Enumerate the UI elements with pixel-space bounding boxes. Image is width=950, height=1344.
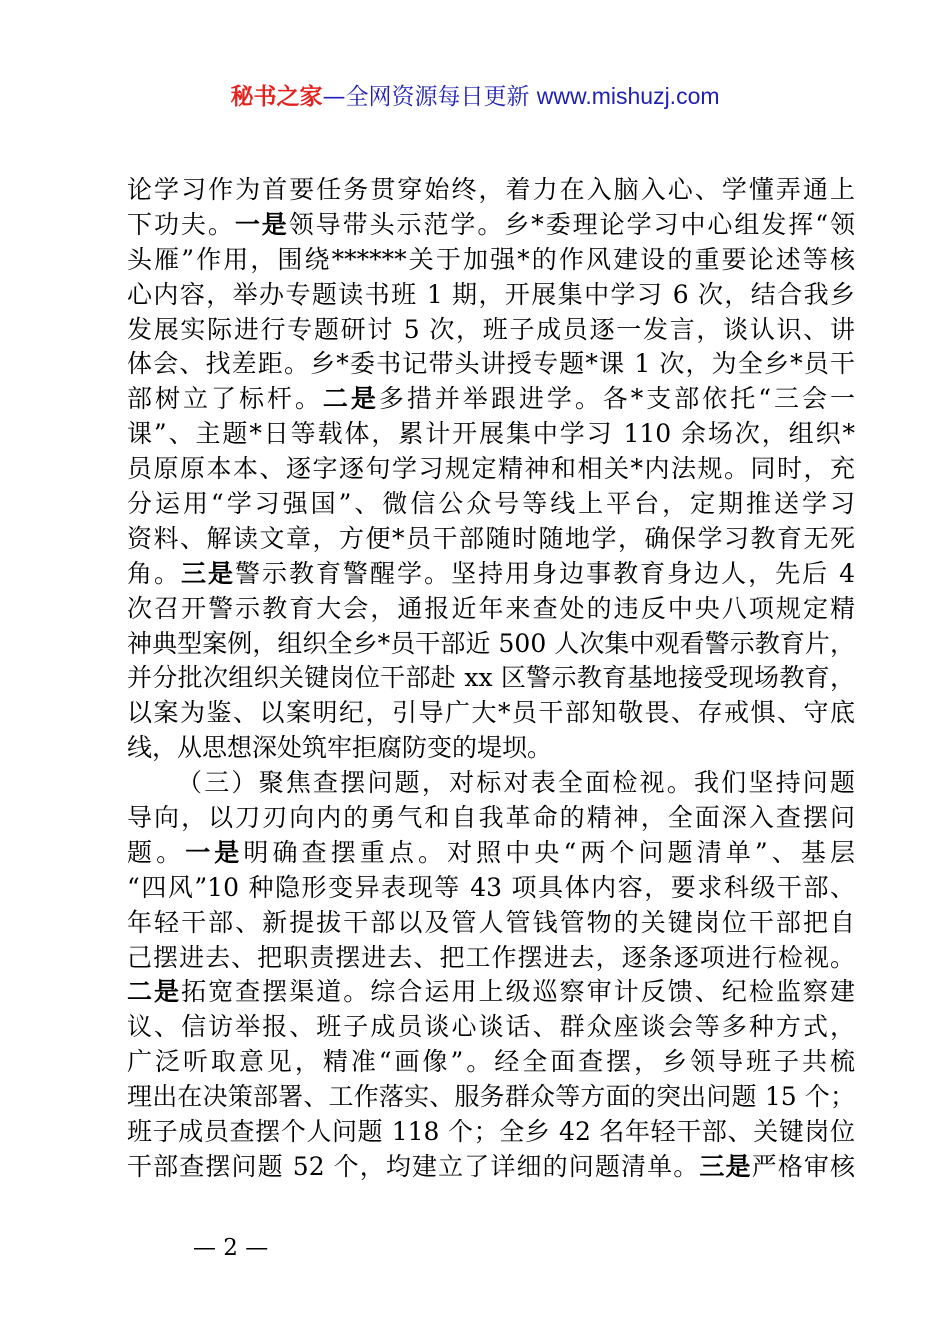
text-line: 并分批次组织关键岗位干部赴 xx 区警示教育基地接受现场教育， — [127, 663, 855, 693]
text-line: 分运用“学习强国”、微信公众号等线上平台，定期推送学习 — [127, 489, 855, 519]
text-line: 神典型案例，组织全乡*员干部近 500 人次集中观看警示教育片， — [127, 628, 855, 658]
text-line: 导向，以刀刃向内的勇气和自我革命的精神，全面深入查摆问 — [127, 803, 855, 833]
text-line: 部树立了标杆。二是多措并举跟进学。各*支部依托“三会一 — [127, 384, 855, 414]
text-line: 头雁”作用，围绕******关于加强*的作风建设的重要论述等核 — [127, 244, 855, 274]
emphasis-label: 二是 — [322, 384, 379, 414]
text-line: 体会、找差距。乡*委书记带头讲授专题*课 1 次，为全乡*员干 — [127, 349, 855, 379]
text-line: 以案为鉴、以案明纪，引导广大*员干部知敬畏、存戒惧、守底 — [127, 698, 855, 728]
document-body — [127, 173, 855, 1185]
text-line: 员原原本本、逐字逐句学习规定精神和相关*内法规。同时，充 — [127, 454, 855, 484]
section-heading-line: （三）聚焦查摆问题，对标对表全面检视。我们坚持问题 — [177, 768, 855, 798]
site-header — [0, 80, 950, 113]
text-line: 年轻干部、新提拔干部以及管人管钱管物的关键岗位干部把自 — [127, 907, 855, 937]
emphasis-label: 一是 — [234, 209, 289, 239]
text-line: 资料、解读文章，方便*员干部随时随地学，确保学习教育无死 — [127, 523, 855, 553]
emphasis-label: 一是 — [185, 837, 244, 867]
text-line: 线，从思想深处筑牢拒腐防变的堤坝。 — [127, 733, 553, 763]
text-line: 班子成员查摆个人问题 118 个；全乡 42 名年轻干部、关键岗位 — [127, 1117, 855, 1147]
text-line: 心内容，举办专题读书班 1 期，开展集中学习 6 次，结合我乡 — [127, 279, 855, 309]
text-line: 发展实际进行专题研讨 5 次，班子成员逐一发言，谈认识、讲 — [127, 314, 855, 344]
text-line: 广泛听取意见，精准“画像”。经全面查摆，乡领导班子共梳 — [127, 1047, 855, 1077]
page-number: — 2 — — [193, 1235, 269, 1261]
emphasis-label: 二是 — [127, 977, 182, 1007]
text-line: 干部查摆问题 52 个，均建立了详细的问题清单。三是严格审核 — [127, 1151, 855, 1181]
text-line: 课”、主题*日等载体，累计开展集中学习 110 余场次，组织* — [127, 419, 855, 449]
text-line: 下功夫。一是领导带头示范学。乡*委理论学习中心组发挥“领 — [127, 209, 855, 239]
text-line: “四风”10 种隐形变异表现等 43 项具体内容，要求科级干部、 — [127, 872, 855, 902]
site-url-link[interactable]: www.mishuzj.com — [536, 83, 720, 109]
text-line: 角。三是警示教育警醒学。坚持用身边事教育身边人，先后 4 — [127, 558, 855, 588]
text-line: 议、信访举报、班子成员谈心谈话、群众座谈会等多种方式， — [127, 1012, 855, 1042]
text-line: 理出在决策部署、工作落实、服务群众等方面的突出问题 15 个； — [127, 1082, 855, 1112]
text-line: 己摆进去、把职责摆进去、把工作摆进去，逐条逐项进行检视。 — [127, 942, 855, 972]
brand-name: 秘书之家 — [230, 84, 323, 110]
text-line: 论学习作为首要任务贯穿始终，着力在入脑入心、学懂弄通上 — [127, 175, 855, 204]
text-line: 次召开警示教育大会，通报近年来查处的违反中央八项规定精 — [127, 593, 855, 623]
emphasis-label: 三是 — [699, 1151, 752, 1181]
text-line: 二是拓宽查摆渠道。综合运用上级巡察审计反馈、纪检监察建 — [127, 977, 855, 1007]
header-tagline: —全网资源每日更新 — [322, 84, 530, 110]
emphasis-label: 三是 — [181, 558, 236, 588]
text-line: 题。一是明确查摆重点。对照中央“两个问题清单”、基层 — [127, 837, 855, 867]
